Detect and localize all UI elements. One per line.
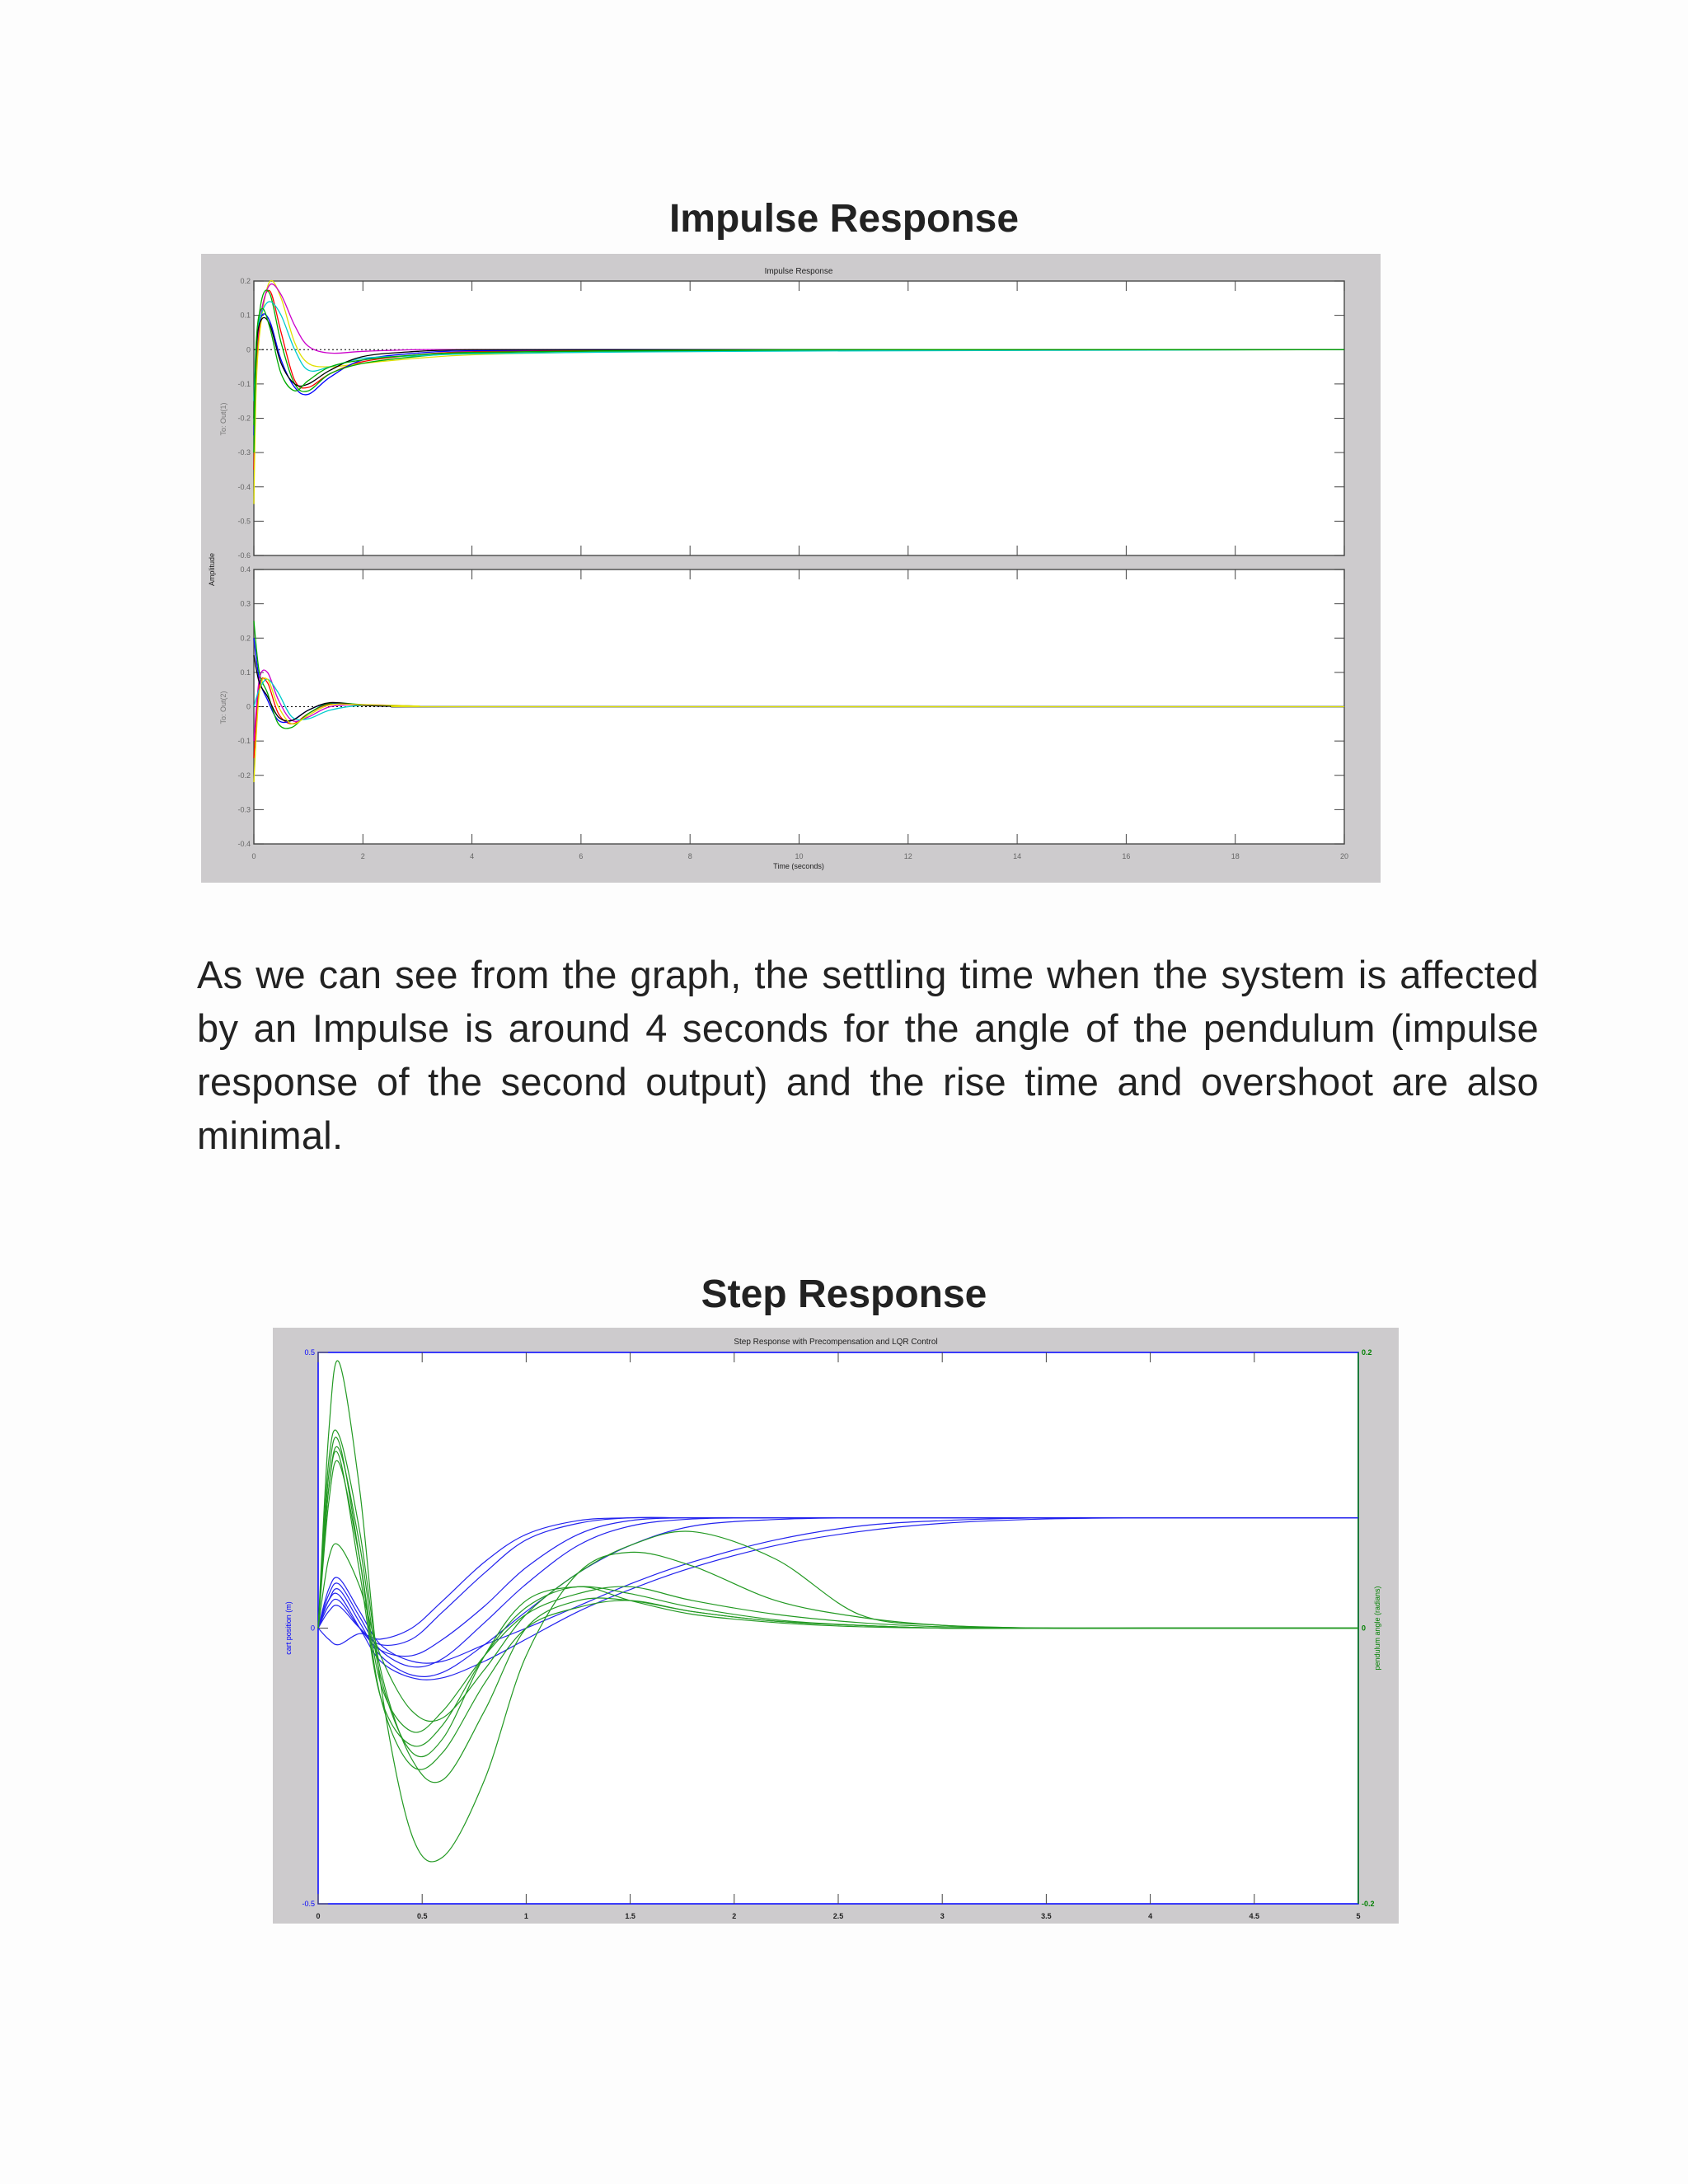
x-tick-label: 4: [470, 852, 475, 860]
x-tick-label: 5: [1356, 1912, 1361, 1920]
x-axis-label: Time (seconds): [773, 862, 824, 870]
y-tick-label: 0.4: [240, 565, 251, 574]
x-tick-label: 0: [251, 852, 256, 860]
plot-area: [254, 281, 1344, 555]
y-tick-label: 0.5: [304, 1348, 315, 1357]
y-tick-label: 0.3: [240, 599, 251, 608]
x-tick-label: 12: [903, 852, 912, 860]
y-tick-label: 0.1: [240, 311, 251, 320]
x-tick-label: 6: [579, 852, 584, 860]
y-tick-label: -0.3: [237, 448, 251, 457]
y-tick-label: -0.5: [237, 517, 251, 526]
x-tick-label: 8: [687, 852, 692, 860]
x-tick-label: 2: [732, 1912, 737, 1920]
right-tick-label: 0.2: [1362, 1348, 1372, 1357]
y-axis-label: Amplitude: [208, 552, 216, 587]
subplot-ylabel: To: Out(2): [219, 691, 227, 724]
y-tick-label: -0.1: [237, 737, 251, 746]
x-tick-label: 18: [1231, 852, 1240, 860]
y-tick-label: 0.2: [240, 277, 251, 285]
x-tick-label: 3.5: [1041, 1912, 1052, 1920]
left-axis-label: cart position (m): [284, 1601, 293, 1655]
y-tick-label: -0.4: [237, 482, 251, 491]
y-tick-label: 0.2: [240, 634, 251, 643]
y-tick-label: -0.4: [237, 840, 251, 848]
x-tick-label: 4.5: [1249, 1912, 1260, 1920]
y-tick-label: -0.6: [237, 551, 251, 560]
y-tick-label: -0.5: [302, 1900, 315, 1908]
y-tick-label: -0.1: [237, 379, 251, 388]
x-tick-label: 4: [1148, 1912, 1153, 1920]
x-tick-label: 20: [1339, 852, 1349, 860]
y-tick-label: 0: [310, 1624, 315, 1633]
y-tick-label: 0: [246, 345, 251, 354]
x-tick-label: 10: [795, 852, 804, 860]
right-tick-label: 0: [1362, 1624, 1367, 1633]
chart-title: Impulse Response: [764, 267, 833, 276]
x-tick-label: 0.5: [416, 1912, 428, 1920]
subplot-ylabel: To: Out(1): [219, 402, 227, 436]
impulse-figure: [201, 254, 1381, 883]
x-tick-label: 2.5: [832, 1912, 844, 1920]
impulse-heading: Impulse Response: [668, 197, 1020, 241]
y-tick-label: -0.3: [237, 805, 251, 814]
y-tick-label: -0.2: [237, 771, 251, 780]
x-tick-label: 3: [940, 1912, 945, 1920]
x-tick-label: 2: [360, 852, 365, 860]
x-tick-label: 1.5: [625, 1912, 635, 1920]
x-tick-label: 16: [1122, 852, 1131, 860]
chart-title: Step Response with Precompensation and LQR Control: [734, 1338, 938, 1347]
right-axis-label: pendulum angle (radians): [1373, 1586, 1381, 1671]
step-chart: [273, 1328, 1399, 1924]
y-tick-label: 0: [246, 702, 251, 711]
body-paragraph: As we can see from the graph, the settling time when the system is affected by an Impulse is around 4 seconds for the angle of the pendulum (impulse response of the second output) and the rise time and overshoot are also minimal.: [197, 953, 1539, 1157]
impulse-chart: [201, 254, 1381, 883]
y-tick-label: -0.2: [237, 414, 251, 423]
x-tick-label: 14: [1013, 852, 1022, 860]
x-tick-label: 0: [316, 1912, 321, 1920]
y-tick-label: 0.1: [240, 668, 251, 677]
step-heading: Step Response: [701, 1272, 987, 1316]
x-tick-label: 1: [523, 1912, 528, 1920]
step-figure: [273, 1328, 1399, 1924]
right-tick-label: -0.2: [1362, 1900, 1375, 1908]
